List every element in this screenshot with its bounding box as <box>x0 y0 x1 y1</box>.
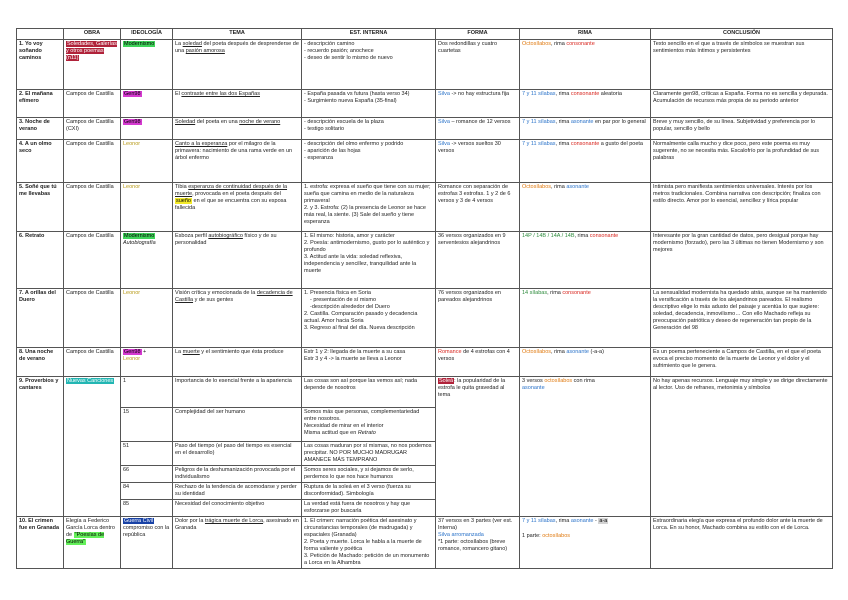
forma-type: Silva <box>438 141 450 147</box>
est-line: 3. Petición de Machado: petición de un monumento a Lorca en la Alhambra <box>304 553 430 566</box>
tema-cell <box>173 517 302 569</box>
est-line: 3. Actitud ante la vida: soledad reflexiva, independencia y sencillez, tranquilidad ante la muerte <box>304 254 417 274</box>
tema-underlined: noche de verano <box>239 119 281 125</box>
table-row <box>17 140 833 183</box>
obra-cell: Campos de Castilla <box>64 90 121 118</box>
obra-cell: Campos de Castilla <box>64 348 121 377</box>
forma-cell <box>436 140 520 183</box>
est-cell <box>302 517 436 569</box>
poem-title: 3. Noche de verano <box>17 118 64 140</box>
est-cell <box>302 232 436 289</box>
rima-meter: 14 sílabas <box>522 290 548 296</box>
poem-title: 5. Soñé que tú me llevabas <box>17 183 64 232</box>
rima-text: , rima <box>555 91 571 97</box>
obra-cell <box>64 40 121 90</box>
rima-cell <box>520 232 651 289</box>
tema-cell: Importancia de lo esencial frente a la apariencia <box>173 377 302 408</box>
ideologia-label: Autobiografía <box>123 240 156 246</box>
header-forma: FORMA <box>436 29 520 40</box>
tema-underlined: soledad <box>182 41 202 47</box>
rima-text: con rima <box>572 378 595 384</box>
ideologia-cell <box>121 40 173 90</box>
tema-text: Tibia <box>175 184 189 190</box>
rima-meter: 7 y 11 sílabas <box>522 141 556 147</box>
rima-text: aleatoria <box>599 91 622 97</box>
forma-text: 37 versos en 3 partes (ver est. Interna) <box>438 518 513 531</box>
est-line: - recuerdo pasión; anochece <box>304 48 374 54</box>
header-corner <box>17 29 64 40</box>
tema-text: , asesinado en Granada <box>175 518 299 531</box>
forma-cell <box>436 377 520 517</box>
poem-title: 7. A orillas del Duero <box>17 289 64 348</box>
forma-cell <box>436 348 520 377</box>
est-line: - Surgimiento nueva España (35-final) <box>304 98 397 104</box>
rima-cell <box>520 183 651 232</box>
rima-type: consonante <box>589 233 619 239</box>
est-cell <box>302 40 436 90</box>
tema-text: Dolor por la <box>175 518 205 524</box>
tema-underlined: Canto a la esperanza <box>175 141 228 147</box>
table-row <box>17 40 833 90</box>
est-cell: La verdad está fuera de nosotros y hay que esforzarse por buscarla <box>302 500 436 517</box>
rima-text: , rima <box>555 141 571 147</box>
obra-cell: Campos de Castilla <box>64 140 121 183</box>
obra-highlight: Nuevas Canciones <box>67 378 114 384</box>
rima-type: consonante <box>570 91 600 97</box>
tema-cell <box>173 289 302 348</box>
forma-cell: Dos redondillas y cuatro cuartetas <box>436 40 520 90</box>
forma-cell: Romance con separación de estrofas 3 estrofas. 1 y 2 de 6 versos y 3 de 4 versos <box>436 183 520 232</box>
est-line: - descripción del olmo enfermo y podrido <box>304 141 404 147</box>
proverb-number: 84 <box>121 483 173 500</box>
obra-cell <box>64 377 121 517</box>
header-row <box>17 29 833 40</box>
conclusion-cell: Interesante por la gran cantidad de datos, pero desigual porque hay modernismo (forzado), pero las 3 últimas no tienen Modernismo y son mejores <box>651 232 833 289</box>
forma-cell: 76 versos organizados en pareados alejandrinos <box>436 289 520 348</box>
tema-text: El <box>175 91 182 97</box>
tema-underlined: muerte <box>182 349 200 355</box>
est-line: 2. y 3. Estrofa: (2) la presencia de Leonor se hace más real, la siente. (3) Sale del sueño y tiene esperanza <box>304 205 426 225</box>
rima-meter: 7 y 11 sílabas <box>522 518 556 524</box>
tema-text: Visión crítica y emocionada de la <box>175 290 257 296</box>
rima-text: (-a-a) <box>588 349 604 355</box>
rima-meter: Octosílabos <box>522 184 552 190</box>
tema-text: y de sus gentes <box>193 297 234 303</box>
rima-type: asonante <box>570 518 594 524</box>
est-line: - descripción escuela de la plaza <box>304 119 384 125</box>
est-line: Misma actitud que en <box>304 430 358 436</box>
forma-text: : la popularidad de la estrofa le quita gravedad al tema <box>438 378 506 398</box>
forma-type: Romance <box>438 349 462 355</box>
conclusion-cell: Breve y muy sencillo, de su línea. Subjetividad y preferencia por lo popular, sencillo y bello <box>651 118 833 140</box>
est-cell <box>302 183 436 232</box>
tema-underlined: decadencia de Castilla <box>175 290 293 303</box>
ideologia-highlight: Modernismo <box>124 233 155 239</box>
est-line: - aparición de las hojas <box>304 148 361 154</box>
rima-meter: 7 y 11 sílabas <box>522 119 556 125</box>
header-conclusion: CONCLUSIÓN <box>651 29 833 40</box>
forma-type: Silva <box>438 119 450 125</box>
table-row <box>17 183 833 232</box>
obra-cell: Campos de Castilla <box>64 183 121 232</box>
est-line: - testigo solitario <box>304 126 345 132</box>
est-cell: Ruptura de la soleá en el 3 verso (fuerza su disconformidad). Simbología <box>302 483 436 500</box>
tema-cell <box>173 348 302 377</box>
rima-highlight: a-a <box>599 518 608 524</box>
rima-meter: octosílabos <box>544 378 573 384</box>
rima-text: en par por lo general <box>593 119 646 125</box>
forma-text: de 4 estrofas con 4 versos <box>438 349 510 362</box>
rima-cell <box>520 377 651 517</box>
forma-text: *1 parte: octosílabos (breve romance, romancero gitano) <box>438 539 508 552</box>
rima-meter: octosílabos <box>542 533 571 539</box>
conclusion-cell: Texto sencillo en el que a través de símbolos se muestran sus sentimientos más íntimos y persistentes <box>651 40 833 90</box>
forma-cell <box>436 90 520 118</box>
tema-text: Esboza perfil <box>175 233 209 239</box>
proverb-number: 66 <box>121 466 173 483</box>
conclusion-cell: Normalmente calla mucho y dice poco, pero este poema es muy sugerente, no se necesita más. Escalofrío por la profundidad de sus palabras <box>651 140 833 183</box>
rima-text: , rima <box>551 184 567 190</box>
ideologia-label: Leonor <box>123 356 141 362</box>
tema-cell <box>173 40 302 90</box>
ideologia-cell <box>121 140 173 183</box>
est-line: Necesidad de mirar en el interior <box>304 423 384 429</box>
tema-text: , provocada en el poeta después del <box>192 191 281 197</box>
obra-cell: Campos de Castilla <box>64 232 121 289</box>
table-row <box>17 517 833 569</box>
est-cell <box>302 118 436 140</box>
obra-highlight: Soledades, Galerías y otros poemas (n11) <box>66 41 117 61</box>
tema-cell: Rechazo de la tendencia de acomodarse y perder su identidad <box>173 483 302 500</box>
rima-type: consonante <box>570 141 600 147</box>
rima-text: - <box>593 518 599 524</box>
tema-underlined: autobiográfico <box>208 233 243 239</box>
conclusion-cell: No hay apenas recursos. Lenguaje muy simple y se dirige directamente al lector. Uso de refranes, metonimia y símbolos <box>651 377 833 517</box>
poem-title: 2. El mañana efímero <box>17 90 64 118</box>
forma-text: – romance de 12 versos <box>449 119 511 125</box>
ideologia-label: Leonor <box>123 184 141 190</box>
proverb-number: 85 <box>121 500 173 517</box>
conclusion-cell: La sensualidad modernista ha quedado atrás, aunque se ha mantenido la versificación a través de los alejandrinos pareados. El realismo descriptivo elige lo más adusto del paisaje y acentúa lo que sugiere: soledad, decadencia, inmovilismo… Con ello Machado refleja su preocupación patriótica y deseo de regeneración tan propio de la Generación del 98 <box>651 289 833 348</box>
est-cell <box>302 408 436 442</box>
ideologia-text: + <box>141 349 147 355</box>
table-row <box>17 289 833 348</box>
tema-cell <box>173 118 302 140</box>
ideologia-cell <box>121 90 173 118</box>
rima-meter: 14P / 14B / 14A / 14B <box>522 233 575 239</box>
est-cell <box>302 140 436 183</box>
poem-title: 1. Yo voy soñando caminos <box>17 40 64 90</box>
tema-cell: Necesidad del conocimiento objetivo <box>173 500 302 517</box>
est-line: 1. estrofa: expresa el sueño que tiene con su mujer; sueña que camina en medio de la naturaleza primaveral <box>304 184 431 204</box>
proverb-number: 1 <box>121 377 173 408</box>
rima-text: , rima <box>551 41 567 47</box>
est-cell <box>302 348 436 377</box>
rima-meter: Octosílabos <box>522 349 552 355</box>
est-cell <box>302 90 436 118</box>
rima-text: 3 versos <box>522 378 545 384</box>
forma-type: Silva <box>438 91 450 97</box>
obra-cell: Campos de Castilla <box>64 289 121 348</box>
tema-underlined: contraste entre las dos Españas <box>181 91 260 97</box>
ideologia-cell <box>121 289 173 348</box>
rima-cell <box>520 40 651 90</box>
rima-cell <box>520 90 651 118</box>
tema-text: del poeta en una <box>195 119 240 125</box>
proverb-number: 51 <box>121 442 173 466</box>
forma-text: -> no hay estructura fija <box>449 91 510 97</box>
header-tema: TEMA <box>173 29 302 40</box>
est-cell: Las cosas maduran por sí mismas, no nos podemos precipitar. NO POR MUCHO MADRUGAR AMANECE MÁS TEMPRANO <box>302 442 436 466</box>
est-line: 2. Poeta y muerte. Lorca le habla a la muerte de forma valiente y poética <box>304 539 422 552</box>
rima-text: , rima <box>555 119 571 125</box>
tema-text: por el milagro de la primavera: nacimiento de una rama verde en un árbol enfermo <box>175 141 293 161</box>
tema-underlined: trágica muerte de Lorca <box>204 518 264 524</box>
rima-type: asonante <box>522 385 545 391</box>
ideologia-cell <box>121 517 173 569</box>
tema-cell <box>173 232 302 289</box>
tema-cell <box>173 140 302 183</box>
ideologia-highlight: Gen98 <box>124 91 141 97</box>
poem-title: 4. A un olmo seco <box>17 140 64 183</box>
ideologia-highlight: Modernismo <box>124 41 155 47</box>
ideologia-label: Leonor <box>123 290 141 296</box>
header-rima: RIMA <box>520 29 651 40</box>
rima-type: asonante <box>570 119 594 125</box>
est-line: - España pasada vs futura (hasta verso 34) <box>304 91 410 97</box>
rima-meter: Octosílabos <box>522 41 552 47</box>
rima-type: asonante <box>566 349 589 355</box>
forma-cell <box>436 118 520 140</box>
ideologia-highlight: Guerra Civil <box>124 518 154 524</box>
conclusion-cell: Es un poema perteneciente a Campos de Castilla, en el que el poeta evoca el preciso momento de la muerte de Leonor y el dolor y el sufrimiento que le genera. <box>651 348 833 377</box>
est-line: - esperanza <box>304 155 334 161</box>
ideologia-highlight: Gen98 <box>124 349 141 355</box>
table-row <box>17 118 833 140</box>
obra-highlight: "Poesías de Guerra" <box>66 532 105 545</box>
est-line: - descripción camino <box>304 41 355 47</box>
forma-highlight: Soleá <box>439 378 454 384</box>
est-line: - presentación de sí mismo <box>310 297 377 303</box>
tema-text: físico y de su personalidad <box>175 233 277 246</box>
rima-part <box>522 533 648 540</box>
poem-title: 10. El crimen fue en Granada <box>17 517 64 569</box>
est-line: 2. Poesía: antimodernismo, gusto por lo auténtico y profundo <box>304 240 430 253</box>
rima-cell <box>520 140 651 183</box>
header-ideologia: IDEOLOGÍA <box>121 29 173 40</box>
ideologia-cell <box>121 183 173 232</box>
est-line: -descripción alrededor del Duero <box>310 304 390 310</box>
ideologia-cell <box>121 232 173 289</box>
tema-cell <box>173 183 302 232</box>
tema-cell: Paso del tiempo (el paso del tiempo es esencial en el desarrollo) <box>173 442 302 466</box>
ideologia-highlight: Gen98 <box>124 119 141 125</box>
header-obra: OBRA <box>64 29 121 40</box>
rima-meter: 7 y 11 sílabas <box>522 91 556 97</box>
rima-text: , rima <box>555 518 571 524</box>
est-line: Somos más que personas, complementariedad entre nosotros. <box>304 409 420 422</box>
obra-text: Elegía a Federico García Lorca dentro de <box>66 518 115 538</box>
ideologia-cell <box>121 118 173 140</box>
est-cell: Somos seres sociales, y si dejamos de serlo, perdemos lo que nos hace humanos <box>302 466 436 483</box>
proverb-number: 15 <box>121 408 173 442</box>
poem-title: 9. Proverbios y cantares <box>17 377 64 517</box>
est-cell <box>302 289 436 348</box>
rima-text: , rima <box>547 290 563 296</box>
obra-cell <box>64 517 121 569</box>
rima-type: consonante <box>566 41 595 47</box>
forma-cell: 36 versos organizados en 9 serventesios alejandrinos <box>436 232 520 289</box>
est-line: 1. El mismo: historia, amor y carácter <box>304 233 395 239</box>
est-line: 1. El crimen: narración poética del asesinato y circunstancias temporales (de madrugada) y espaciales (Granada) <box>304 518 417 538</box>
tema-text: y el sentimiento que ésta produce <box>199 349 284 355</box>
conclusion-cell: Claramente gen98, críticas a España. Forma no es sencilla y depurada. Acumulación de recursos más propia de su periodo anterior <box>651 90 833 118</box>
est-line: Estr 1 y 2: llegada de la muerte a su casa <box>304 349 406 355</box>
header-est-interna: EST. INTERNA <box>302 29 436 40</box>
rima-text: , rima <box>551 349 567 355</box>
tema-underlined: pasión amorosa <box>185 48 225 54</box>
est-cell: Las cosas son así porque las vemos así; nada depende de nosotros <box>302 377 436 408</box>
rima-type: consonante <box>562 290 591 296</box>
rima-cell <box>520 289 651 348</box>
poem-analysis-table <box>16 28 833 569</box>
tema-highlight: sueño <box>176 198 191 204</box>
rima-text: , rima <box>574 233 590 239</box>
table-row <box>17 232 833 289</box>
obra-cell: Campos de Castilla (CXI) <box>64 118 121 140</box>
forma-cell <box>436 517 520 569</box>
ideologia-label: Leonor <box>123 141 141 147</box>
tema-text: en el que se encuentra con su esposa fallecida <box>175 198 287 211</box>
conclusion-cell: Intimista pero manifiesta sentimientos universales. Interés por los metros tradicionales. Combina narrativa con descripción; finaliza con estilo directo. Amor por lo esencial, sencillez y lírica popular <box>651 183 833 232</box>
tema-underlined: Soledad <box>175 119 196 125</box>
rima-text: 1 parte: <box>522 533 543 539</box>
rima-text: a gusto del poeta <box>599 141 643 147</box>
rima-cell <box>520 348 651 377</box>
tema-text: del poeta después de desprenderse de una <box>175 41 299 54</box>
tema-text: La <box>175 349 183 355</box>
forma-text: -> versos sueltos 30 versos <box>438 141 501 154</box>
tema-cell: Peligros de la deshumanización provocada por el individualismo <box>173 466 302 483</box>
poem-title: 8. Una noche de verano <box>17 348 64 377</box>
rima-type: asonante <box>566 184 589 190</box>
est-line: 2. Castilla. Comparación pasado y decadencia actual. Amor hacia Soria <box>304 311 418 324</box>
table-row <box>17 377 833 408</box>
tema-underlined: esperanza de continuidad después de la muerte <box>175 184 288 197</box>
est-line: 3. Regreso al final del día. Nueva descripción <box>304 325 415 331</box>
forma-type: Silva arromanzada <box>438 532 484 538</box>
est-line: 1. Presencia física en Soria <box>304 290 371 296</box>
rima-cell <box>520 118 651 140</box>
table-row <box>17 90 833 118</box>
est-italic: Retrato <box>357 430 376 436</box>
est-line: Estr 3 y 4 -> la muerte se lleva a Leonor <box>304 356 402 362</box>
conclusion-cell: Extraordinaria elegía que expresa el profundo dolor ante la muerte de Lorca. En su honor, Machado combina su estilo con el de Lorca. <box>651 517 833 569</box>
ideologia-text: compromiso con la república <box>123 525 170 538</box>
est-line: - deseo de sentir lo mismo de nuevo <box>304 55 393 61</box>
ideologia-cell <box>121 348 173 377</box>
tema-cell <box>173 90 302 118</box>
poem-title: 6. Retrato <box>17 232 64 289</box>
rima-cell <box>520 517 651 569</box>
table-row <box>17 348 833 377</box>
tema-text: La <box>175 41 183 47</box>
tema-cell: Complejidad del ser humano <box>173 408 302 442</box>
